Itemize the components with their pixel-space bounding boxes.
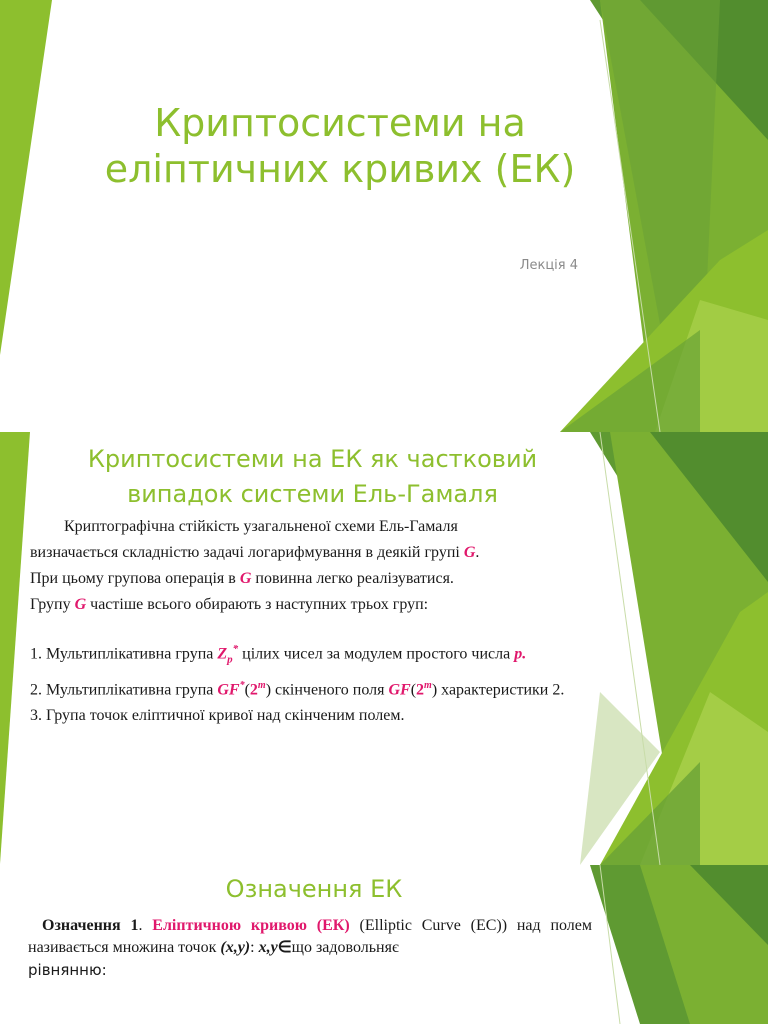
slide-title: [0, 0, 768, 432]
presentation-subtitle: Лекція 4: [519, 258, 578, 273]
slide-definition: [0, 865, 768, 1024]
presentation-title: Криптосистеми на еліптичних кривих (ЕК): [104, 101, 576, 191]
list-item: 1. Мультиплікативна група $Z_p^*$ цілих чисел за модулем простого числа p.: [30, 643, 527, 666]
slide-title-definition: Означення ЕК: [225, 875, 403, 903]
slide-title-elgamal: Криптосистеми на ЕК як частковий випадок системи Ель-Гамаля: [87, 445, 538, 508]
list-item: 2. Мультиплікативна група GF*(2$^m$) скінченого поля GF(2$^m$) характеристики 2.: [30, 679, 565, 698]
green-decoration: [0, 0, 768, 432]
paragraph-line: Групу G частіше всього обирають з наступних трьох груп:: [30, 596, 429, 613]
slide-body: [30, 514, 588, 733]
paragraph-line: При цьому групова операція в G повинна легко реалізуватися.: [30, 570, 454, 587]
paragraph-line: визначається складністю задачі логарифмування в деякій групі G.: [30, 544, 480, 561]
definition-text: Означення 1. Еліптичною кривою (ЕК) (Elliptic Curve (EC)) над полем називається множина точок (x,y): x,y∈що задовольняє рівнянню:: [28, 917, 593, 979]
slide-elgamal: [0, 432, 768, 865]
list-item: 3. Група точок еліптичної кривої над скінченим полем.: [30, 706, 405, 724]
paragraph-line: Криптографічна стійкість узагальненої схеми Ель-Гамаля: [64, 518, 458, 535]
